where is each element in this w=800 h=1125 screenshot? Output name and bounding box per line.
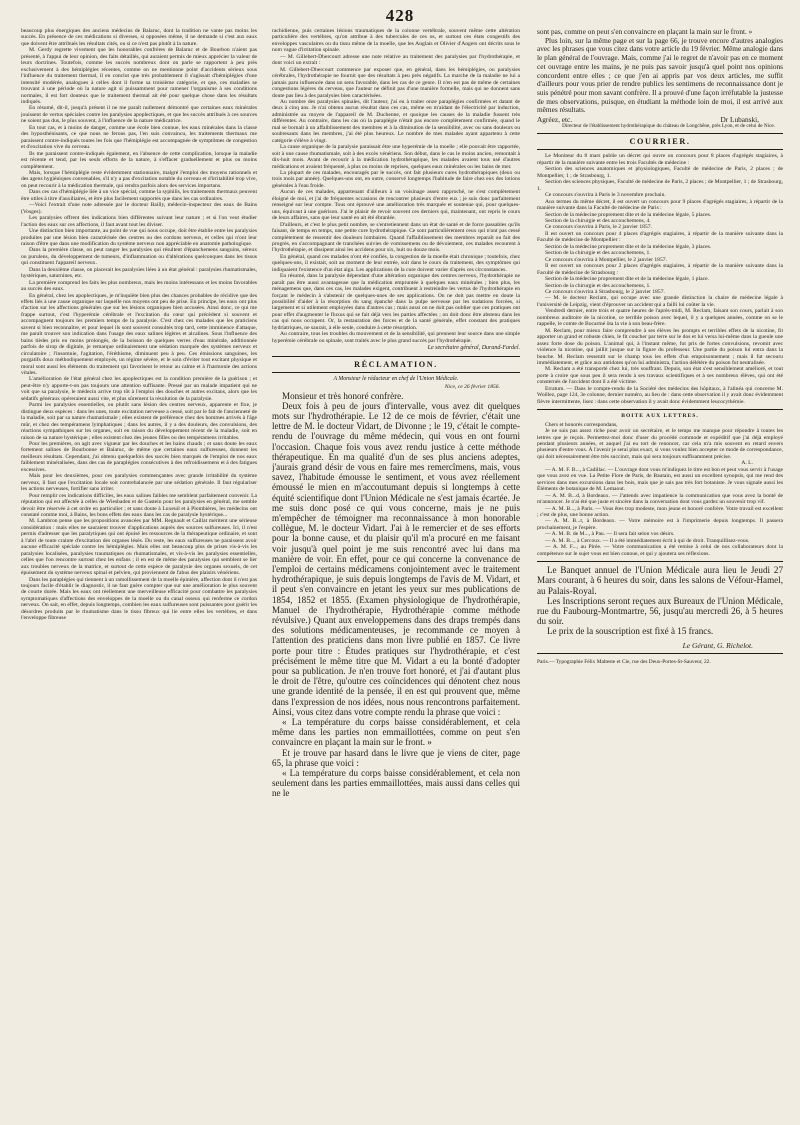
news-paragraph: Vendredi dernier, entre trois et quatre heures de l'après-midi, M. Reclam, faisant son cours, parlait à son nombreux auditoire de la nicotine, ce terrible poison avec lequel, il y a quelques années, comme on se le rappelle, le comte de Bocarmé ôta la vie à son beau-frère. bbox=[537, 308, 783, 328]
reclamation-dateline: Nice, ce 26 février 1856. bbox=[444, 384, 500, 391]
heading-underline bbox=[537, 149, 783, 150]
article-paragraph: — M. Gillebert-Dhercourt adresse une note relative au traitement des paralysies par l'hydrothérapie, et dont voici un extrait : bbox=[272, 53, 520, 67]
banquet-paragraph: Les Inscriptions seront reçues aux Bureaux de l'Union Médicale, rue du Faubourg-Montmartre, 56, jusqu'au mercredi 26, à 5 heures du soir. bbox=[537, 595, 783, 627]
news-paragraph: Il est ouvert un concours pour 2 places d'agrégés stagiaires, à répartir de la manière suivante dans la Faculté de médecine de Strasbourg : bbox=[537, 263, 783, 276]
article-paragraph: rachidienne, puis certaines lésions traumatiques de la colonne vertébrale, souvent même cette altération particulière des vertèbres, qu'on attribue à des tubercules de ces os, et surtout ces états congestifs des enveloppes vasculaires ou du tissu même de la moelle, que les Anglais et Olivier d'Angers ont décrits sous le nom vague d'irritation spinale. bbox=[272, 28, 520, 54]
news-paragraph: Section de la médecine proprement dite et de la médecine légale, 1 place. bbox=[545, 276, 710, 283]
article-paragraph: Pour les premières, on agit avec vigueur par les douches et les bains chauds ; et sans doute les eaux fortement salines de Bourbonne et Balaruc, de même que certaines eaux sulfureuses, donnent les meilleurs résultats. Cependant, j'ai obtenu quelquefois des succès bien marqués de l'emploi de nos eaux faiblement minéralisées, dans des cas de paraplégies consécutives à des refroidissemens et à des fatigues excessives. bbox=[21, 441, 257, 473]
article-paragraph: Dans la première classe, on peut ranger les paralysies qui résultent d'épanchemens sanguins, séreux ou purulens, du développement de tumeurs, d'inflammation ou d'altérations quelconques dans les tissus qui constituent l'appareil nerveux. bbox=[21, 247, 257, 267]
correspondence-paragraph: — A. M. B...d, à Bordeaux. — J'attends avec impatience la communication que vous avez la bonté de m'annoncer. Je n'ai été que juste et sincère dans la conversation dont vous gardez un souvenir trop vif. bbox=[537, 492, 783, 506]
news-paragraph: M. Reclam, pour mieux faire comprendre à ses élèves les prompts et terribles effets de la nicotine, fit apporter un grand et robuste chien, le fit coucher par terre sur le dos et lui versa lui-même dans la gueule une assez forte dose du poison. L'animal qui, à l'instant même, fut pris de fortes convulsions, revomit avec violence la nicotine, qui jaillit jusque sur la figure du professeur. Une partie du poison lui entra dans la bouche. M. Reclam ressentit sur le champ tous les effets d'un empoisonnement ; mais il fut secouru immédiatement, et grâce aux antidotes qu'on lui administra, l'action délétère du poison fut neutralisée. bbox=[537, 327, 783, 366]
article-paragraph: La première comprend les faits les plus nombreux, mais les moins intéressans et les moins favorables au succès des eaux. bbox=[21, 279, 257, 293]
correspondence-paragraph: — A. M. B..., à Cercoux. — Il a été immédiatement écrit à qui de droit. Tranquillisez-vous. bbox=[545, 537, 750, 544]
banquet-notice bbox=[537, 565, 783, 636]
correspondence-paragraph: — A. M. B. de M..., à Pau. — Il sera fait selon vos désirs. bbox=[545, 531, 675, 538]
letter-continuation bbox=[537, 28, 783, 115]
column-3 bbox=[537, 28, 783, 1118]
article-paragraph: En résumé, dit-il, jusqu'à présent il ne me paraît nullement démontré que certaines eaux minérales jouissent de vertus spéciales contre les paralysies apoplectiques, et que les succès attribués à ces sources ne soient pas dus, le plus souvent, à l'influence de la nature médicatrice. bbox=[21, 105, 257, 125]
page-number: 428 bbox=[385, 6, 415, 25]
letter-signature-block bbox=[537, 117, 783, 129]
news-paragraph: Section de la médecine proprement dite et de la médecine légale, 5 places. bbox=[545, 211, 712, 218]
closing-formula: Agréez, etc. bbox=[537, 115, 573, 125]
boite-aux-lettres-heading: BOITE AUX LETTRES. bbox=[621, 413, 699, 420]
article-paragraph: En général, quand ces malades n'ont été confiés, la congestion de la moelle était chronique ; toutefois, chez quelques-uns, il existait, soit au moment de leur entrée, soit dans le cours du traitement, des symptômes qui indiquaient l'existence d'un état aigu. Les applications de la cure doivent varier d'après ces circonstances. bbox=[272, 253, 520, 273]
article-paragraph: L'amélioration de l'état général chez les apoplectiques est la condition première de la guérison ; et peut-être n'y apporte-t-on pas toujours une attention suffisante. Pressé par un malade impatient qui ne voit que sa paralysie, le médecin arrive trop tôt à l'emploi des douches et autres excitans, alors que les sédatifs généraux opéreraient aussi vite, et plus sûrement la résolution de la paralysie. bbox=[21, 376, 257, 402]
news-paragraph: Section de la médecine proprement dite et de la médecine légale, 3 places. bbox=[545, 243, 712, 250]
letter-paragraph: « La température du corps baisse considérablement, et cela même dans les parties non emmaillottées, comme on peut s'en convaincre en plaçant la main sur le front. » bbox=[272, 717, 520, 748]
news-paragraph: Section des sciences physiques, Faculté de médecine de Paris, 2 places ; de Montpellier, 1 ; de Strasbourg, 1. bbox=[537, 179, 783, 192]
news-paragraph: Il est ouvert un concours pour 4 places d'agrégés stagiaires, à répartir de la manière suivante dans la Faculté de médecine de Montpellier : bbox=[537, 230, 783, 244]
correspondence-paragraph: — A. M. B...t, à Bordeaux. — Votre mémoire est à l'imprimerie depuis longtemps. Il passera prochainement, je l'espère. bbox=[537, 518, 783, 531]
letter-author: Dr Lubanski, bbox=[720, 115, 759, 125]
news-paragraph: Erratum. — Dans le compte-rendu de la Société des médecins des hôpitaux, à l'alinéa qui concerne M. Woillez, page 124, 3e colonne, dernier numéro, au lieu de : dans cette observation il y avait donc évidemment fièvre intermittente, lisez : dans cette observation il y avait donc évidemment leucocythémie. bbox=[537, 385, 783, 405]
correspondence-paragraph: — A. M. F..., au Pirée. — Votre communication a été remise à celui de nos collaborateurs dont la compétence sur le sujet vous est bien connue, et qui y ajoutera ses réflexions. bbox=[537, 544, 783, 557]
article-paragraph: M. Lambron pense que les propositions avancées par MM. Regnault et Caillat méritent une sérieuse considération : mais elles ne sauraient trouver d'applications auprès des sources sulfureuses. Ici, il n'est permis d'adresser que les paralytiques qui ont épuisé les ressources de la thérapeutique ordinaire, et sont à l'abri de toute crainte d'excitation des organes lésés. Du reste, les eaux sulfureuses ne paraissent avoir aucune efficacité spéciale contre les hémiplégies. Mais elles ont beaucoup plus de prises vis-à-vis les paralysies localisées, paralysies traumatiques ou rhumatismales, et vis-à-vis les paralysies essentielles, celles que l'on rencontre surtout chez les enfans ; il en est de même des paralysies qui semblent se lier aux troubles nerveux de la matrice, et surtout de cette espèce de paralysie des organes sexuels, de cet épuisement du système nerveux spinal et pelvien, qui proviennent de l'abus des plaisirs vénériens. bbox=[21, 518, 257, 577]
secretary-signature: Le secrétaire général, Durand-Fardel. bbox=[427, 345, 520, 352]
article-paragraph: Aucun de ces malades, appartenant d'ailleurs à un voisinage assez rapproché, ne s'est complètement éloigné de moi, et j'ai de fréquentes occasions de rencontrer plusieurs d'entre eux ; je suis donc parfaitement renseigné sur leur compte. Tous ont éprouvé une amélioration très marquée et soutenue qui, pour quelques-uns, équivaut à une guérison. J'ai le plaisir de revoir souvent ces derniers qui, maintenant, ont repris le cours de leurs affaires, sans que leur santé en ait été ébranlée. bbox=[272, 189, 520, 222]
column-2-body bbox=[272, 28, 520, 344]
letter-paragraph: sont pas, comme on peut s'en convaincre en plaçant la main sur le front. » bbox=[537, 28, 753, 36]
article-paragraph: La plupart de ces malades, encouragés par le succès, ont fait plusieurs cures hydrothérapiques (deux ou trois mois par année). Quelques-uns ont, en outre, conservé longtemps l'habitude de faire chez eux des lotions générales à l'eau froide. bbox=[272, 169, 520, 189]
letter-paragraph: « La température du corps baisse considérablement, et cela non seulement dans les parties emmaillottées, mais aussi dans celles qui ne le bbox=[272, 768, 520, 799]
news-paragraph: Le Moniteur du 8 mars publie un décret qui ouvre un concours pour 8 places d'agrégés stagiaires, à répartir de la manière suivante entre les trois Facultés de médecine : bbox=[537, 153, 783, 166]
column-1 bbox=[21, 28, 257, 1108]
news-paragraph: Ce concours s'ouvrira à Paris, le 2 janvier 1857. bbox=[545, 224, 652, 231]
correspondence-paragraph: — A. M. B..., à Paris. — Vous êtes trop modeste, mon jeune et honoré confrère. Votre travail est excellent ; c'est de plus, une bonne action. bbox=[537, 505, 783, 518]
article-paragraph: D'ailleurs, et c'est le plus petit nombre, se s'entretiennent dans un état de santé et de force passables qu'ils faisant, de temps en temps, une petite cure hydrothérapique. Ce sont particulièrement ceux qui n'ont pas cessé complètement de ressentir des douleurs lombaires. Quand l'affaiblissement des membres reparaît ou fait des progrès, en s'accompagnant de tranchées suivies de vomissemens ou de dévoiement, ces malades recourent à l'hydrothérapie, et dissipent ainsi les accidens pour six, huit ou douze mois. bbox=[272, 221, 520, 254]
boite-signature: A. L. bbox=[741, 460, 753, 467]
news-paragraph: M. Reclam a été transporté chez lui, très souffrant. Depuis, son état s'est sensiblement amélioré, et tout porte à croire que sous peu il sera rendu à ses travaux scientifiques et à ses nombreux élèves, qui ont été consternés de l'accident dont il a été victime. bbox=[537, 366, 783, 386]
letter-paragraph: Et je trouve par hasard dans le livre que je viens de citer, page 65, la phrase que voici : bbox=[272, 747, 520, 768]
letter-paragraph: Deux fois à peu de jours d'intervalle, vous avez dit quelques mots sur l'hydrothérapie. Le 12 de ce mois de février, c'était une lettre de M. le docteur Vidart, de Divonne ; le 19, c'était le compte-rendu de l'ouvrage du même médecin, qui vous en ont fourni l'occasion. Chaque fois vous avez rendu justice à cette méthode thérapeutique. En ma qualité d'un de ses plus anciens adeptes, j'aurais grand désir de vous en faire mes remercîmens, mais, vous savez, l'habitude émousse le sentiment, et vous avez réellement émoussé le mien en m'accoutumant depuis si longtemps à cette équité scientifique dont l'Union Médicale ne s'est jamais écartée. Je me suis donc posé ce qui vous concerne, mais je ne puis m'empêcher de témoigner ma reconnaissance à mon honorable collègue, M. le docteur Vidart. J'ai à le remercier et de ses efforts pour la bonne cause, et du plaisir qu'il m'a procuré en me faisant voir jusqu'à quel point je me suis rencontré avec lui dans ma manière de voir. En effet, pour ce qui concerne la convenance de l'emploi de certains médicamens conjointement avec le traitement hydrothérapique, je suis depuis longtemps de l'avis de M. Vidart, et il peut s'en convaincre en jetant les yeux sur mes publications de 1854, 1852 et 1855. (Examen physiologique de l'hydrothérapie, Manuel de l'hydrothérapie, Hydrothérapie comme méthode révulsive.) Quant aux enveloppemens dans des draps trempés dans des solutions médicamenteuses, je recommande ce moyen à l'attention des praticiens dans mon livre publié en 1857. Ce livre porte pour titre : Études pratiques sur l'hydrothérapie, et c'est précisément le même titre que M. Vidart a eu la bonté d'adopter pour sa publication. Je n'en trouve fort honoré, et j'ai d'autant plus le droit de l'être, qu'outre ces coïncidences qui dénotent chez nous une grande identité de la pensée, il en est qui prouvent que, même dans l'expression de nos idées, nous nous rencontrons parfaitement. Ainsi, vous citez dans votre compte rendu la phrase que voici : bbox=[272, 400, 520, 717]
section-divider bbox=[537, 409, 783, 410]
printer-imprint: Paris.— Typographie Félix Malteste et Cie, rue des Deux-Portes-St-Sauveur, 22. bbox=[537, 659, 711, 665]
boite-aux-lettres-body bbox=[537, 422, 783, 558]
section-divider bbox=[272, 356, 520, 357]
news-paragraph: Ce concours s'ouvrira à Strasbourg, le 2 janvier 1857. bbox=[545, 289, 665, 295]
column-2 bbox=[272, 28, 520, 1108]
article-paragraph: Au nombre des paralysies spinales, dit l'auteur, j'ai eu à traiter onze paraplégies confirmées et datant de deux à cinq ans. Je n'ai obtenu aucun résultat dans ces cas, même en m'aidant de l'électricité par induction, administrée au moyen de l'appareil de M. Duchenne, et quoique les causes de la maladie fussent très différentes. Au contraire, dans les cas où la paraplégie n'était pas encore complètement confirmée, quand le mal se bornait à un affaiblissement des membres et à la diminution de la sensibilité, avec ou sans douleurs ou soubresauts dans les membres, j'ai été plus heureux. Le nombre de mes malades ayant appartenu à cette catégorie s'élève à vingt. bbox=[272, 98, 520, 144]
news-paragraph: Ce concours s'ouvrira à Montpellier, le 2 janvier 1857. bbox=[545, 256, 667, 263]
banquet-paragraph: Le prix de la souscription est fixé à 15 francs. bbox=[547, 626, 714, 637]
article-paragraph: Parmi les paralysies essentielles, ou plutôt sans lésion des centres nerveux, apparente et fixe, je distingue deux espèces : dans les unes, toute excitation nerveuse a cessé, soit par le fait de l'ancienneté de la maladie, soit par sa nature rhumatismale ; elles existent de préférence chez des hommes arrivés à l'âge mûr, et chez des tempéramens lymphatiques ; dans les autres, il y a des douleurs, des convulsions, des réactions sympathiques sur les organes, soit en raison du développement récent de la maladie, soit en raison de sa nature hystérique ; elles existent chez des jeunes filles ou des tempéramens irritables. bbox=[21, 402, 257, 441]
section-divider bbox=[537, 133, 783, 134]
article-paragraph: En résumé, dans la paralysie dépendant d'une altération organique des centres nerveux, l'hydrothérapie ne paraît pas être aussi avantageuse que la médication empruntée à quelques eaux minérales ; bien plus, les ménagemens que, dans ces cas, les malades exigent, contribuent à restreindre les vertus de l'hydrothérapie en forçant le médecin à s'abstenir de quelques-unes de ses applications. On ne doit pas mettre en doute la possibilité d'aider à la résorption du sang épanché dans la pulpe nerveuse par les sudations forcées, si largement et si utilement employées dans d'autres cas ; mais aussi on ne doit pas oublier que ces pratiques ont pour effet d'augmenter le fluxus qui se fait déjà vers les parties affectées ; on doit donc être abstenu dans les cas qui nous occupent. Or, la restauration des forces et de la santé générale, effet constant des pratiques hydriatriques, ne saurait, à elle seule, conduire à cette résorption. bbox=[272, 273, 520, 331]
article-paragraph: Une distinction bien importante, au point de vue qui nous occupe, doit être établie entre les paralysies produites par une lésion bien caractérisée des centres ou des cordons nerveux, et celles qui n'ont leur raison d'être que dans une modification du système nerveux non appréciable en anatomie pathologique. bbox=[21, 228, 257, 247]
article-paragraph: —Voici l'extrait d'une note adressée par le docteur Bailly, médecin-inspecteur des eaux de Bains (Vosges). bbox=[21, 202, 257, 215]
banquet-paragraph: Le Banquet annuel de l'Union Médicale aura lieu le Jeudi 27 Mars courant, à 6 heures du soir, dans les salons de Véfour-Hamel, au Palais-Royal. bbox=[537, 565, 783, 596]
article-paragraph: Pour remplir ces indications difficiles, les eaux salines faibles me semblent parfaitement convenir. La réputation qui est affectée à celles de Wiesbaden et de Gastein pour les paralysies en général, me semble devoir être réservée à cet ordre en particulier ; et sans doute à Luxeuil et à Plombières, les médecins ont constaté comme moi, à Bains, les bons effets des eaux dans les cas de paralysie hystérique... bbox=[21, 492, 257, 518]
article-paragraph: Dans ces cas d'hémiplégie liée à un vice spécial, comme la syphilis, les traitements thermaux peuvent être utiles à titre d'auxiliaires, et être plus facilement supportés que dans les cas ordinaires. bbox=[21, 189, 257, 202]
heading-underline bbox=[272, 372, 520, 373]
article-paragraph: En général, chez les apoplectiques, je m'inquiète bien plus des chances probables de récidive que des effets liés à une cause organique sur laquelle nos moyens ont peu de prise. En principe, les eaux ont plus d'action sur les affections générales que sur les lésions organiques bien accusées. Ainsi donc, ce qui me frappe surtout, c'est l'hyperémie cérébrale et l'excitation du cœur qui précèdent si souvent et accompagnent toujours les premiers temps de la paralysie. C'est chez ces malades que les praticiens savent si bien reconnaître, et pour lequel ils sont souvent consultés trop tard, cette imminence d'attaque, me paraît trouver son indication dans l'usage des eaux salines légères et alcalines. Sous l'influence des bains tièdes pris en moins prolongés, de la boisson de quelques verres d'eau minérale, additionnée parfois de sirop de digitale, je remarque ordinairement une sédation marquée des systèmes nerveux et circulatoire ; l'insomnie, l'agitation, l'éréthisme, diminuent peu à peu. Ces émissions sanguines, les purgatifs doux méthodiquement employés, un régime sévère, et le soin d'éviter tout excitant physique et moral sont aussi les éléments du traitement qui favorisent le retour au calme et à l'harmonie des actions vitales. bbox=[21, 292, 257, 377]
article-paragraph: M. Gerdy regrette vivement que les honorables confrères de Balaruc et de Bourbon n'aient pas présenté, à l'appui de leur opinion, des faits détaillés, qui auraient permis de mieux apprécier la valeur de leurs doctrines. Toutefois, comme les succès nombreux dont on parle se rapportent à peu près exclusivement à des hémiplégies récentes, comme on ne mentionne point d'accidents sérieux sous l'influence du traitement thermal, il en conclut que très probablement il s'agissait d'hémiplégies d'une intensité modérée, analogues à celles dont il forme sa troisième catégorie, et que, ces maladies se trouvant à une période où la nature agit si puissamment pour ramener l'organisme à ses conditions normales, il est fort douteux que le traitement thermal ait été pour quelque chose dans les résultats indiqués. bbox=[21, 47, 257, 105]
article-paragraph: Au contraire, tous les troubles du mouvement et de la sensibilité, qui prennent leur source dans une simple hyperémie cérébrale ou spinale, sont traités avec le plus grand succès par l'hydrothérapie. bbox=[272, 331, 520, 344]
article-paragraph: Mais pour les deuxièmes, pour ces paralysies commençantes avec grande irritabilité du système nerveux, il faut que l'excitation locale soit contrebalancée par une sédation générale. Il faut régulariser les actions nerveuses, fortifier sans irriter. bbox=[21, 473, 257, 493]
news-paragraph: Aux termes du même décret, il est ouvert un concours pour 9 places d'agrégés stagiaires, à répartir de la manière suivante dans la Faculté de médecine de Paris : bbox=[537, 198, 783, 212]
letter-author-title: Directeur de l'établissement hydrothérapique du château de Longchêne, près Lyon, et de celui de Nice. bbox=[562, 123, 775, 130]
courrier-heading: COURRIER. bbox=[629, 137, 691, 147]
article-paragraph: En tout cas, et à moins de danger, comme une école bien connue, les eaux minérales dans la classe des hyposthénisants, ce que nous ne ferons pas, l'en suis convaincu, les traitements thermaux me paraissent contre-indiqués toutes les fois que l'hémiplégie est accompagnée de symptômes de congestion et d'excitation vive du cerveau. bbox=[21, 124, 257, 151]
article-paragraph: Dans les paraplégies qui tiennent à un ramollissement de la moelle épinière, affection dont il n'est pas toujours facile d'établir le diagnostic, il ne faut guère compter que sur une amélioration le plus souvent de courte durée. Mais les eaux ont réellement une merveilleuse efficacité pour combattre les paralysies symptomatiques d'affections des enveloppes de la moelle ou du canal osseux qui renferme ce cordon nerveux. On sait, en effet, depuis longtemps, combien les eaux sulfureuses sont puissantes pour guérir les désordres produits par le rhumatisme dans le tissu fibreux qui lie entre elles les vertèbres, et dans l'enveloppe fibreuse bbox=[21, 576, 257, 622]
letter-paragraph: Plus loin, sur la même page et sur la page 66, je trouve encore d'autres analogies avec les phrases que vous citez dans votre article du 19 février. Même analogie dans le plan général de l'ouvrage. Mais, comme j'ai le regret de n'avoir pas en ce moment cet ouvrage entre les mains, je ne puis pas savoir jusqu'à quel point nos opinions concordent entre elles ; ce que j'en ai appris par vos deux articles, me suffit d'ailleurs pour vous prier de rendre publics les sentimens de reconnaissance dont je suis pénétré pour mon savant confrère. Il a prouvé d'une façon irréfutable la justesse de mes observations, puisque, en étudiant la méthode loin de moi, il est arrivé aux mêmes résultats. bbox=[537, 35, 783, 115]
article-paragraph: La cause organique de la paralysie paraissait être une hyperémie de la moelle ; elle pouvait être rapportée, soit à une cause rhumatismale, soit à des excès vénériens. Son début, dans le cas le moins ancien, remontait à dix-huit mois. Avant de recourir à la médication hydrothérapique, les malades avaient tous usé d'autres médications et avaient fréquenté, à plus ou moins de reprises, quelques eaux minérales ou les bains de mer. bbox=[272, 144, 520, 170]
news-paragraph: Section de la chirurgie et des accouchemens, 1. bbox=[545, 282, 651, 289]
letter-paragraph: Monsieur et très honoré confrère. bbox=[282, 390, 404, 401]
correspondence-paragraph: Chers et honorés correspondans, bbox=[545, 421, 618, 428]
news-paragraph: Section des sciences anatomiques et physiologiques, Faculté de médecine de Paris, 2 places ; de Montpellier, 1 ; de Strasbourg, 1. bbox=[537, 166, 783, 179]
article-paragraph: Ils me paraissent contre-indiqués également, en l'absence de cette complication, lorsque la maladie est récente et tend, par les seuls efforts de la nature, à s'effacer graduellement et plus ou moins complètement. bbox=[21, 150, 257, 170]
reclamation-address: A Monsieur le rédacteur en chef de l'Union Médicale. bbox=[333, 375, 459, 382]
courrier-body bbox=[537, 153, 783, 405]
article-paragraph: Les paralysies offrent des indications bien différentes suivant leur nature ; et si l'on veut étudier l'action des eaux sur ces affections, il faut avant tout les diviser. bbox=[21, 215, 257, 228]
article-paragraph: Dans la deuxième classe, on placerait les paralysies liées à un état général : paralysies rhumatismales, hystériques, saturnines, etc. bbox=[21, 266, 257, 280]
article-paragraph: beaucoup plus énergiques des anciens médecins de Balaruc, dont la tradition ne vante pas moins les succès. En présence de ces médications si diverses, si opposées même, il ne demande si c'est aux eaux que doivent être attribués les résultats cités, ou si ce n'est pas plutôt à la nature. bbox=[21, 28, 257, 47]
news-paragraph: Section de la chirurgie et des accouchemens, 1. bbox=[545, 250, 651, 257]
reclamation-letter-body bbox=[272, 391, 520, 799]
article-paragraph: Mais, lorsque l'hémiplégie reste évidemment stationnaire, malgré l'emploi des moyens rationnels et des agens hygiéniques convenables, s'il n'y a pas d'excitation notable du cerveau et d'irritabilité trop vive, on peut recourir à la médication thermale, qui rendra parfois alors des services importans. bbox=[21, 169, 257, 189]
footer-rule bbox=[537, 653, 783, 654]
article-paragraph: M. Gillebert-Dhercourt commence par exposer que, en général, dans les hémiplégies, ou paralysies cérébrales, l'hydrothérapie ne fournit que des résultats à peu près négatifs. La marche de la maladie ne lui a jamais paru influencée dans un sens favorable, dans les cas de ce genre. Il n'en est pas de même de certaines congestions légères du cerveau, que l'auteur ne définit pas d'une manière formelle, mais qui ne donnent sans doute pas lieu à des paralysies bien caractérisées. bbox=[272, 66, 520, 99]
reclamation-heading: RÉCLAMATION. bbox=[354, 359, 438, 369]
column-1-body bbox=[21, 28, 257, 622]
news-paragraph: — M. le docteur Reclam, qui occupe avec une grande distinction la chaire de médecine légale à l'université de Leipzig, vient d'éprouver un accident qui a failli lui coûter la vie. bbox=[537, 295, 783, 308]
correspondence-paragraph: — A. M. F. B..., à Cadillac. — L'ouvrage dont vous m'indiquez le titre est bon et peut vous servir à l'usage que vous avez en vue. La Petite Flore de Paris, de Bautain, est aussi un excellent synopsis, qui me rend des services dans mes excursions dans les bois, mais que je sais pas très fort botaniste. Je vous signale aussi les Éléments de botanique de M. Lemaout. bbox=[537, 466, 783, 493]
news-paragraph: Ce concours s'ouvrira à Paris le 3 novembre prochain. bbox=[545, 192, 666, 199]
news-paragraph: Section de la chirurgie et des accouchemens, 4. bbox=[545, 218, 651, 225]
correspondence-paragraph: Je ne suis pas assez riche pour avoir un secrétaire, et le temps me manque pour répondre à toutes les lettres que je reçois. Permettez-moi donc d'user du procédé commode et expéditif que j'ai déjà employé pendant plusieurs années, et auquel j'ai eu tort de renoncer, car cela m'a mis souvent en retard envers plusieurs d'entre vous. À l'avenir je serai plus exact, si vous voulez bien accepter ce mode de correspondance, qui doit nécessairement être très succinct, mais qui sera toujours suffisamment précise. bbox=[537, 428, 783, 460]
gerant-signature: Le Gérant, G. Richelot. bbox=[682, 640, 753, 650]
section-divider bbox=[537, 561, 783, 562]
